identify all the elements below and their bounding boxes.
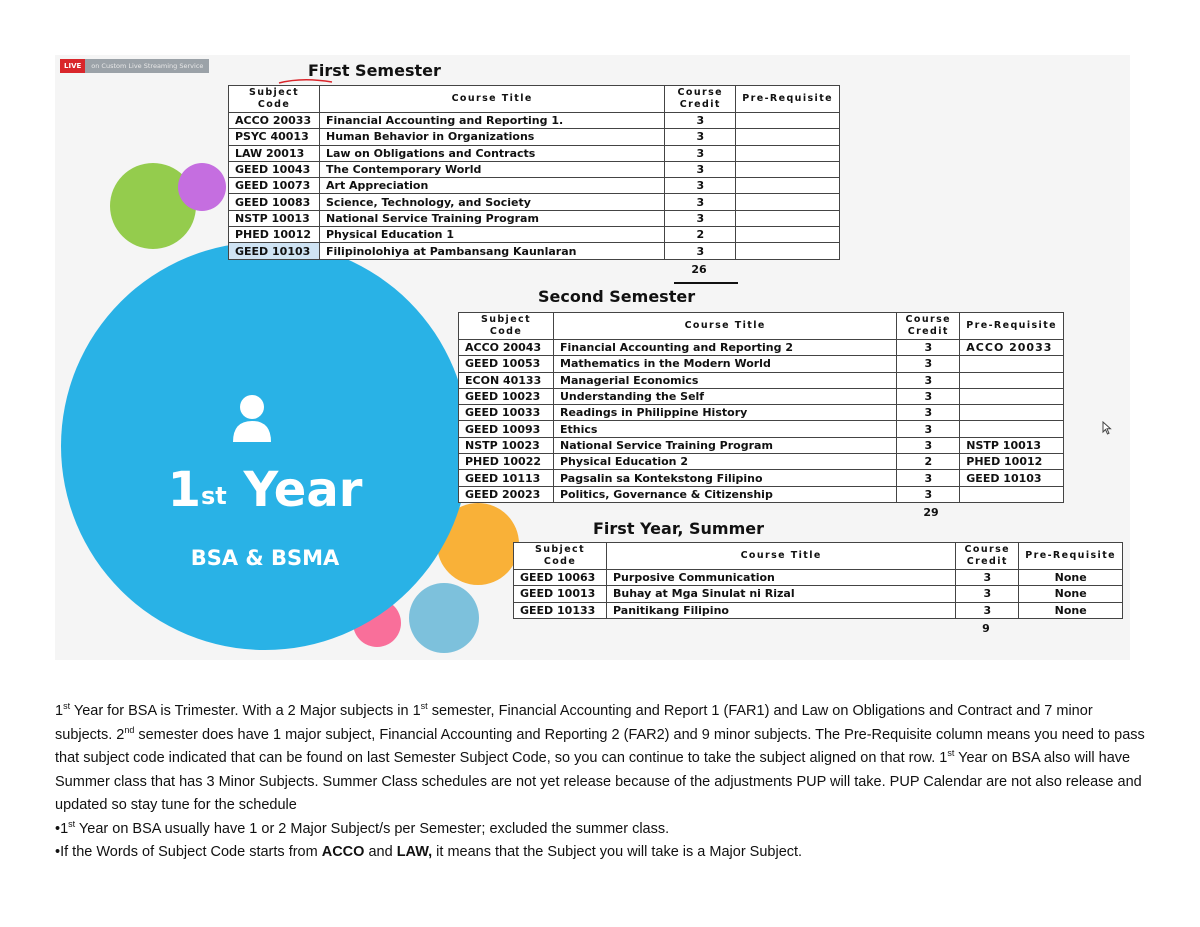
subject-code-cell: GEED 10113 [459,470,554,486]
subject-code-cell: PSYC 40013 [229,129,320,145]
text-run: semester, Financial Accounting and Report 1 (FAR1) and Law on Obligations and Contract and 7 minor subjects. 2 [55,703,1093,743]
table-row [229,113,840,129]
course-title-cell: Understanding the Self [554,388,897,404]
ordinal-suffix: st [63,701,71,712]
text-run: Year on BSA also will have Summer class that has 3 Minor Subjects. Summer Class schedules are not yet release because of the adjustments PUP will take. PUP Calendar are not also release and updated so stay tune for the schedule [55,750,1142,813]
course-title-cell: Law on Obligations and Contracts [320,145,665,161]
col-pre-requisite: Pre-Requisite [960,313,1064,340]
course-title-cell: Buhay at Mga Sinulat ni Rizal [607,586,956,602]
col-course-title: Course Title [554,313,897,340]
col-subject-code: Subject Code [514,543,607,570]
table-row [229,243,840,259]
table-row [229,194,840,210]
course-credit-cell: 3 [665,129,736,145]
table-row [459,421,1064,437]
col-course-title: Course Title [607,543,956,570]
course-credit-cell: 3 [897,437,960,453]
course-credit-cell: 3 [665,145,736,161]
year-number: 1 [167,462,201,518]
col-course-credit: Course Credit [665,86,736,113]
subject-code-cell: NSTP 10023 [459,437,554,453]
pre-requisite-cell: PHED 10012 [960,454,1064,470]
course-title-cell: Managerial Economics [554,372,897,388]
pre-requisite-cell [736,113,840,129]
course-credit-cell: 3 [665,194,736,210]
course-credit-cell: 3 [897,372,960,388]
table-row [459,437,1064,453]
course-title-cell: Financial Accounting and Reporting 2 [554,340,897,356]
pre-requisite-cell: None [1019,570,1123,586]
subject-code-cell: ACCO 20033 [229,113,320,129]
year-label [145,460,385,520]
program-label: BSA & BSMA [190,546,340,570]
summer-table [513,542,1123,619]
mouse-cursor-icon [1102,421,1112,435]
pre-requisite-cell [960,388,1064,404]
subject-code-cell: GEED 10013 [514,586,607,602]
subject-code-cell: GEED 10053 [459,356,554,372]
pre-requisite-cell: None [1019,602,1123,618]
course-credit-cell: 3 [956,602,1019,618]
table-row [459,470,1064,486]
person-icon [231,394,273,444]
pre-requisite-cell [736,210,840,226]
pre-requisite-cell [960,356,1064,372]
subject-code-cell: ECON 40133 [459,372,554,388]
col-course-title: Course Title [320,86,665,113]
first-semester-title: First Semester [308,61,441,80]
course-title-cell: Physical Education 2 [554,454,897,470]
table-row [229,227,840,243]
table-header-row [229,86,840,113]
course-credit-cell: 2 [665,227,736,243]
col-pre-requisite: Pre-Requisite [1019,543,1123,570]
subject-code-cell: GEED 10103 [229,243,320,259]
col-pre-requisite: Pre-Requisite [736,86,840,113]
text-run: Year for BSA is Trimester. With a 2 Major subjects in 1 [70,703,421,719]
course-title-cell: Panitikang Filipino [607,602,956,618]
table-row [459,388,1064,404]
light-blue-circle [409,583,479,653]
description-bullet [55,841,1145,865]
table-header-row [514,543,1123,570]
table-row [229,210,840,226]
table-row [459,340,1064,356]
course-title-cell: Purposive Communication [607,570,956,586]
live-source-label: on Custom Live Streaming Service [85,59,209,73]
subject-code-cell: GEED 10023 [459,388,554,404]
course-credit-cell: 3 [665,210,736,226]
text-run: semester does have 1 major subject, Financial Accounting and Reporting 2 (FAR2) and 9 minor subjects. The Pre-Requisite column means you need to pass that subject code indicated that can be found on last Semester Subject Code, so you can continue to take the subject aligned on that row. 1 [55,726,1145,766]
pre-requisite-cell [960,486,1064,502]
course-title-cell: The Contemporary World [320,161,665,177]
bold-text: LAW, [396,844,433,860]
course-credit-cell: 2 [897,454,960,470]
course-credit-cell: 3 [665,178,736,194]
table-row [459,405,1064,421]
course-credit-cell: 3 [897,486,960,502]
text-run: it means that the Subject you will take is a Major Subject. [432,844,803,860]
pre-requisite-cell [736,161,840,177]
subject-code-cell: ACCO 20043 [459,340,554,356]
second-semester-table [458,312,1064,503]
text-run: 1 [55,703,64,719]
course-title-cell: Politics, Governance & Citizenship [554,486,897,502]
second-semester-title: Second Semester [538,287,696,306]
course-credit-cell: 3 [665,113,736,129]
course-title-cell: Ethics [554,421,897,437]
course-title-cell: Readings in Philippine History [554,405,897,421]
pre-requisite-cell [736,194,840,210]
text-run: Year on BSA usually have 1 or 2 Major Subject/s per Semester; excluded the summer class. [75,820,670,837]
pre-requisite-cell [960,421,1064,437]
table-row [229,178,840,194]
text-run: and [364,844,397,860]
pre-requisite-cell: ACCO 20033 [960,340,1064,356]
ordinal-suffix: nd [124,724,135,735]
course-credit-cell: 3 [897,340,960,356]
course-title-cell: Human Behavior in Organizations [320,129,665,145]
subject-code-cell: PHED 10012 [229,227,320,243]
course-credit-cell: 3 [897,470,960,486]
course-credit-cell: 3 [956,570,1019,586]
table-row [229,129,840,145]
live-stream-bar[interactable] [60,59,209,73]
table-row [514,570,1123,586]
first-semester-total: 26 [691,263,707,276]
course-title-cell: Science, Technology, and Society [320,194,665,210]
course-title-cell: Physical Education 1 [320,227,665,243]
table-row [514,602,1123,618]
first-semester-table [228,85,840,260]
course-credit-cell: 3 [897,405,960,421]
description-bullet [55,818,1145,842]
subject-code-cell: GEED 20023 [459,486,554,502]
year-suffix: st [200,482,227,510]
table-row [459,486,1064,502]
table-row [459,454,1064,470]
col-course-credit: Course Credit [897,313,960,340]
course-credit-cell: 3 [897,356,960,372]
pre-requisite-cell [736,145,840,161]
summer-title: First Year, Summer [593,519,764,538]
pre-requisite-cell [736,243,840,259]
bold-text: ACCO [321,844,365,860]
ordinal-suffix: st [420,701,428,712]
pre-requisite-cell [736,178,840,194]
course-credit-cell: 3 [956,586,1019,602]
course-title-cell: National Service Training Program [554,437,897,453]
course-title-cell: Filipinolohiya at Pambansang Kaunlaran [320,243,665,259]
summer-total: 9 [982,622,990,635]
live-badge: LIVE [60,59,85,73]
subject-code-cell: GEED 10133 [514,602,607,618]
subject-code-cell: PHED 10022 [459,454,554,470]
description-paragraph [55,700,1145,818]
course-credit-cell: 3 [665,243,736,259]
course-credit-cell: 3 [665,161,736,177]
course-title-cell: Art Appreciation [320,178,665,194]
pre-requisite-cell: GEED 10103 [960,470,1064,486]
subject-code-cell: GEED 10083 [229,194,320,210]
subject-code-cell: GEED 10063 [514,570,607,586]
subject-code-cell: LAW 20013 [229,145,320,161]
col-course-credit: Course Credit [956,543,1019,570]
table-row [229,161,840,177]
course-title-cell: National Service Training Program [320,210,665,226]
pre-requisite-cell [736,129,840,145]
table-row [229,145,840,161]
subject-code-cell: GEED 10043 [229,161,320,177]
ordinal-suffix: st [947,748,955,759]
pre-requisite-cell [736,227,840,243]
col-subject-code: Subject Code [229,86,320,113]
pre-requisite-cell [960,405,1064,421]
course-credit-cell: 3 [897,421,960,437]
text-run: •If the Words of Subject Code starts from [55,844,322,860]
subject-code-cell: GEED 10093 [459,421,554,437]
big-blue-circle [61,242,469,650]
subject-code-cell: GEED 10073 [229,178,320,194]
pre-requisite-cell: NSTP 10013 [960,437,1064,453]
table-header-row [459,313,1064,340]
course-credit-cell: 3 [897,388,960,404]
description-text [55,700,1145,865]
course-title-cell: Mathematics in the Modern World [554,356,897,372]
second-semester-total: 29 [923,506,939,519]
ordinal-suffix: st [68,818,76,829]
subject-code-cell: GEED 10033 [459,405,554,421]
col-subject-code: Subject Code [459,313,554,340]
text-run: •1 [55,820,69,837]
course-title-cell: Pagsalin sa Kontekstong Filipino [554,470,897,486]
pre-requisite-cell: None [1019,586,1123,602]
year-word: Year [226,462,363,518]
table-row [459,372,1064,388]
pre-requisite-cell [960,372,1064,388]
table-row [459,356,1064,372]
slide-screenshot [55,55,1130,660]
table-row [514,586,1123,602]
purple-circle [178,163,226,211]
subject-code-cell: NSTP 10013 [229,210,320,226]
first-semester-total-line [674,282,738,284]
course-title-cell: Financial Accounting and Reporting 1. [320,113,665,129]
